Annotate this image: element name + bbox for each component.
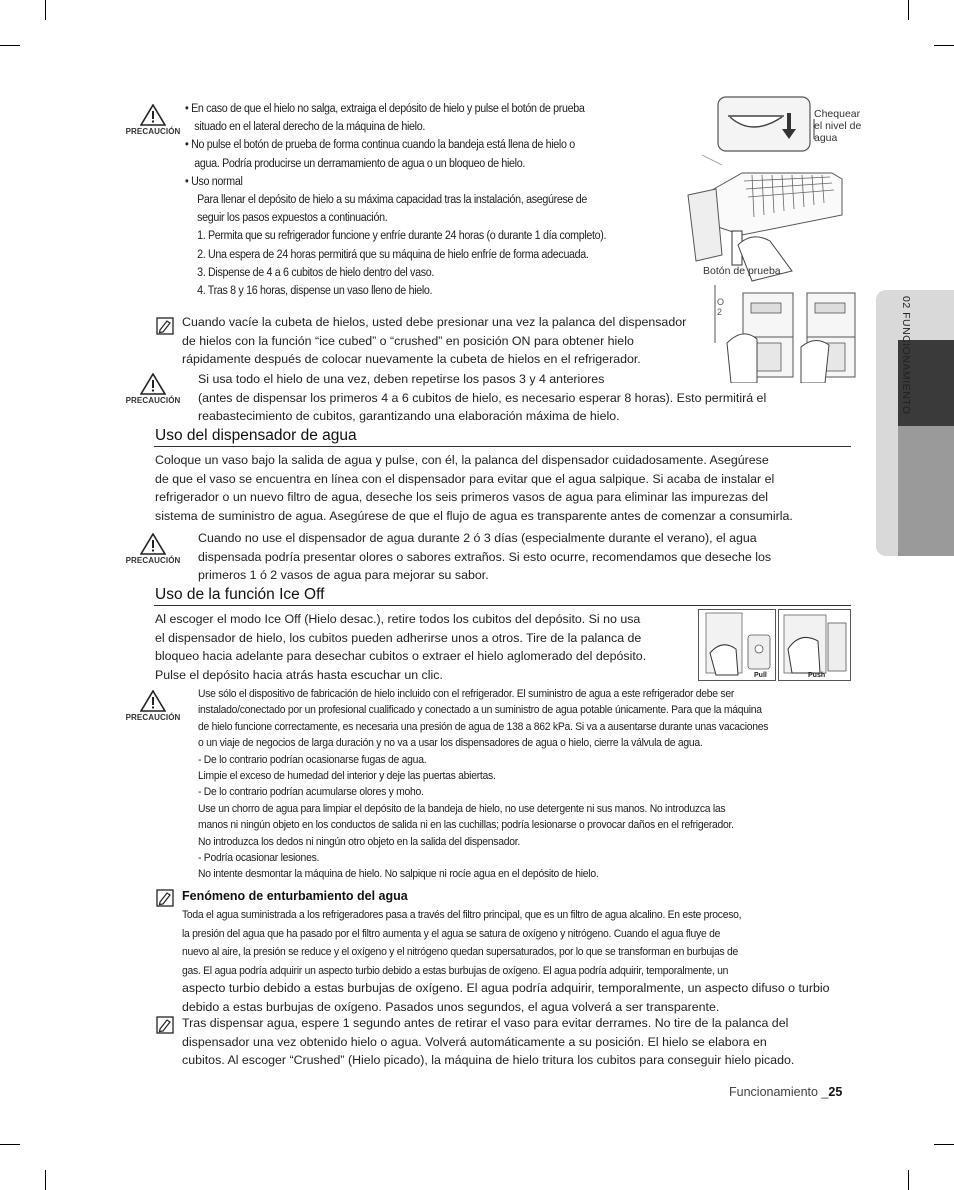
- page-footer: [729, 1085, 842, 1099]
- crop-mark: [934, 1144, 954, 1145]
- water-paragraph: [155, 451, 855, 526]
- paragraph-line: de que el vaso se encuentra en línea con el dispensador para evitar que el agua salpique. Si acaba de instalar el: [155, 471, 775, 486]
- caution-block-1: [185, 100, 687, 300]
- svg-text:O: O: [717, 297, 725, 307]
- caution-line: No intente desmontar la máquina de hielo. No salpique ni rocíe agua en el depósito de hielo.: [198, 868, 599, 881]
- turbid-text-large: [182, 979, 852, 1016]
- note-icon: [156, 1016, 174, 1034]
- warning-triangle-icon: [140, 104, 166, 126]
- crop-mark: [908, 0, 909, 20]
- caution-2-text: [198, 370, 858, 426]
- paragraph-line: Al escoger el modo Ice Off (Hielo desac.), retire todos los cubitos del depósito. Si no usa: [155, 612, 641, 626]
- bullet-text: situado en el lateral derecho de la máquina de hielo.: [194, 121, 425, 134]
- note-line: dispensador una vez obtenido hielo o agua. Volverá automáticamente a su posición. El hielo se elabora en: [182, 1034, 767, 1049]
- note-line: aspecto turbio debido a estas burbujas de oxígeno. El agua podría adquirir, temporalmente, un aspecto difuso o turbio: [182, 981, 830, 995]
- caution-line: de hielo funcione correctamente, es necesaria una presión de agua de 138 a 862 kPa. Si va a ausentarse durante unas vacaciones: [198, 720, 769, 733]
- section-title-water: Uso del dispensador de agua: [155, 427, 357, 444]
- note-icon: [156, 889, 174, 907]
- chapter-tab-label: 02 FUNCIONAMIENTO: [900, 296, 912, 415]
- paragraph-line: Pulse el depósito hacia atrás hasta escuchar un clic.: [155, 668, 443, 683]
- caption-line: agua: [814, 132, 838, 144]
- pull-label: Pull: [754, 672, 767, 679]
- caution-line: primeros 1 ó 2 vasos de agua para mejorar su sabor.: [198, 568, 489, 583]
- caution-line: reabastecimiento de cubitos, garantizando una elaboración máxima de hielo.: [198, 409, 620, 424]
- caution-line: dispensada podría presentar olores o sabores extraños. Si esto ocurre, recomendamos que deseche los: [198, 549, 772, 564]
- paragraph-line: el dispensador de hielo, los cubitos pueden adherirse unos a otros. Tire de la palanca de: [155, 630, 642, 645]
- note-line: Cuando vacíe la cubeta de hielos, usted debe presionar una vez la palanca del dispensador: [182, 315, 687, 329]
- caution-4-text: [198, 686, 842, 883]
- section-rule: [154, 605, 851, 606]
- ice-off-paragraph: [155, 610, 695, 685]
- test-button-label: Botón de prueba: [703, 265, 781, 277]
- note-icon: [156, 317, 174, 335]
- bullet-text: • No pulse el botón de prueba de forma continua cuando la bandeja está llena de hielo o: [185, 139, 575, 152]
- caution-line: - De lo contrario podrían acumularse olores y moho.: [198, 786, 424, 799]
- dispenser-illustration: [697, 283, 857, 383]
- footer-section: Funcionamiento _: [729, 1085, 829, 1099]
- crop-mark: [0, 45, 20, 46]
- caution-badge: [125, 533, 181, 565]
- note-line: cubitos. Al escoger “Crushed” (Hielo picado), la máquina de hielo tritura los cubitos para conseguir hielo picado.: [182, 1053, 795, 1068]
- step-text: 3. Dispense de 4 a 6 cubitos de hielo dentro del vaso.: [197, 266, 434, 279]
- crop-mark: [45, 1170, 46, 1190]
- caution-badge: [125, 104, 181, 136]
- bullet-text: • Uso normal: [185, 175, 243, 188]
- step-text: 2. Una espera de 24 horas permitirá que su máquina de hielo enfríe de forma adecuada.: [197, 248, 589, 261]
- last-note-text: [182, 1014, 862, 1070]
- caution-line: Cuando no use el dispensador de agua durante 2 ó 3 días (especialmente durante el verano), el agua: [198, 531, 757, 545]
- caution-line: - De lo contrario podrían ocasionarse fugas de agua.: [198, 753, 427, 766]
- note-line: debido a estas burbujas de oxígeno. Pasados unos segundos, el agua volverá a ser transparente.: [182, 999, 720, 1014]
- crop-mark: [934, 45, 954, 46]
- caution-3-text: [198, 529, 838, 585]
- caution-line: instalado/conectado por un profesional cualificado y conectado a un suministro de agua potable únicamente. Para que la máquina: [198, 704, 762, 717]
- caution-label: PRECAUCIÓN: [125, 396, 181, 405]
- caution-label: PRECAUCIÓN: [125, 556, 181, 565]
- push-label: Push: [808, 672, 826, 679]
- note-line: de hielos con la función “ice cubed” o “crushed” en posición ON para obtener hielo: [182, 333, 634, 348]
- warning-triangle-icon: [140, 690, 166, 712]
- bullet-text: agua. Podría producirse un derramamiento de agua o un bloqueo de hielo.: [194, 157, 525, 170]
- section-rule: [154, 446, 851, 447]
- note-line: gas. El agua podría adquirir un aspecto turbio debido a estas burbujas de oxígeno. El agua podría adquirir, temporalmente, un: [182, 964, 729, 977]
- crop-mark: [908, 1170, 909, 1190]
- caution-line: - Podría ocasionar lesiones.: [198, 852, 320, 865]
- page-number: 25: [828, 1085, 843, 1099]
- caution-line: Limpie el exceso de humedad del interior y deje las puertas abiertas.: [198, 770, 496, 783]
- caution-line: o un viaje de negocios de larga duración y no va a usar los dispensadores de agua o hielo, cierre la válvula de agua.: [198, 737, 703, 750]
- note-line: Tras dispensar agua, espere 1 segundo antes de retirar el vaso para evitar derrames. No tire de la palanca del: [182, 1016, 789, 1030]
- caution-badge: [125, 690, 181, 722]
- section-title-ice-off: Uso de la función Ice Off: [155, 586, 325, 603]
- ice-bin-push-illustration: [778, 609, 851, 681]
- warning-triangle-icon: [140, 533, 166, 555]
- caution-line: (antes de dispensar los primeros 4 a 6 cubitos de hielo, es necesario esperar 8 horas). Esto permitirá el: [198, 390, 767, 405]
- paragraph-line: Coloque un vaso bajo la salida de agua y pulse, con él, la palanca del dispensador cuidadosamente. Asegúrese: [155, 453, 769, 467]
- caution-line: No introduzca los dedos ni ningún otro objeto en la salida del dispensador.: [198, 835, 520, 848]
- caution-line: Use un chorro de agua para limpiar el depósito de la bandeja de hielo, no use detergente ni sus manos. No introduzca las: [198, 802, 726, 815]
- paragraph-line: bloqueo hacia adelante para desechar cubitos o extraer el hielo aglomerado del depósito.: [155, 649, 647, 664]
- bullet-text: seguir los pasos expuestos a continuación.: [197, 212, 388, 225]
- caution-badge: [125, 373, 181, 405]
- paragraph-line: sistema de suministro de agua. Asegúrese de que el flujo de agua es transparente antes de comenzar a consumirla.: [155, 509, 793, 524]
- caution-label: PRECAUCIÓN: [125, 127, 181, 136]
- note-1-text: [182, 313, 702, 369]
- caption-line: el nivel de: [814, 120, 862, 132]
- caption-line: Chequear: [814, 108, 861, 120]
- caution-label: PRECAUCIÓN: [125, 713, 181, 722]
- bullet-text: • En caso de que el hielo no salga, extraiga el depósito de hielo y pulse el botón de prueba: [185, 103, 585, 115]
- crop-mark: [0, 1144, 20, 1145]
- note-line: la presión del agua que ha pasado por el filtro aumenta y el agua se satura de oxígeno y nitrógeno. Cuando el agua fluye de: [182, 927, 721, 940]
- ice-bin-pull-illustration: [698, 609, 776, 681]
- check-water-label: [814, 108, 861, 144]
- caution-line: manos ni ningún objeto en los conductos de salida ni en las cuchillas; podría lesionarse o provocar daños en el refrigerador.: [198, 819, 734, 832]
- step-text: 4. Tras 8 y 16 horas, dispense un vaso lleno de hielo.: [197, 285, 433, 298]
- caution-line: Use sólo el dispositivo de fabricación de hielo incluido con el refrigerador. El suministro de agua a este refrigerador debe ser: [198, 688, 735, 700]
- svg-text:2: 2: [717, 307, 723, 317]
- turbid-title: Fenómeno de enturbamiento del agua: [182, 889, 408, 903]
- note-line: Toda el agua suministrada a los refrigeradores pasa a través del filtro principal, que es un filtro de agua alcalino. En este proceso,: [182, 909, 742, 921]
- paragraph-line: refrigerador o un nuevo filtro de agua, deseche los seis primeros vasos de agua para eliminar las impurezas del: [155, 490, 768, 505]
- caution-line: Si usa todo el hielo de una vez, deben repetirse los pasos 3 y 4 anteriores: [198, 372, 605, 386]
- note-line: nuevo al aire, la presión se reduce y el oxígeno y el nitrógeno quedan supersaturados, por lo que se transforman en burbujas de: [182, 946, 739, 958]
- bullet-text: Para llenar el depósito de hielo a su máxima capacidad tras la instalación, asegúrese de: [197, 194, 587, 207]
- turbid-text: [182, 906, 844, 980]
- chapter-tab: [876, 290, 954, 556]
- crop-mark: [45, 0, 46, 20]
- note-line: rápidamente después de colocar nuevamente la cubeta de hielos en el refrigerador.: [182, 352, 641, 367]
- warning-triangle-icon: [140, 373, 166, 395]
- step-text: 1. Permita que su refrigerador funcione y enfríe durante 24 horas (o durante 1 día completo).: [197, 230, 607, 243]
